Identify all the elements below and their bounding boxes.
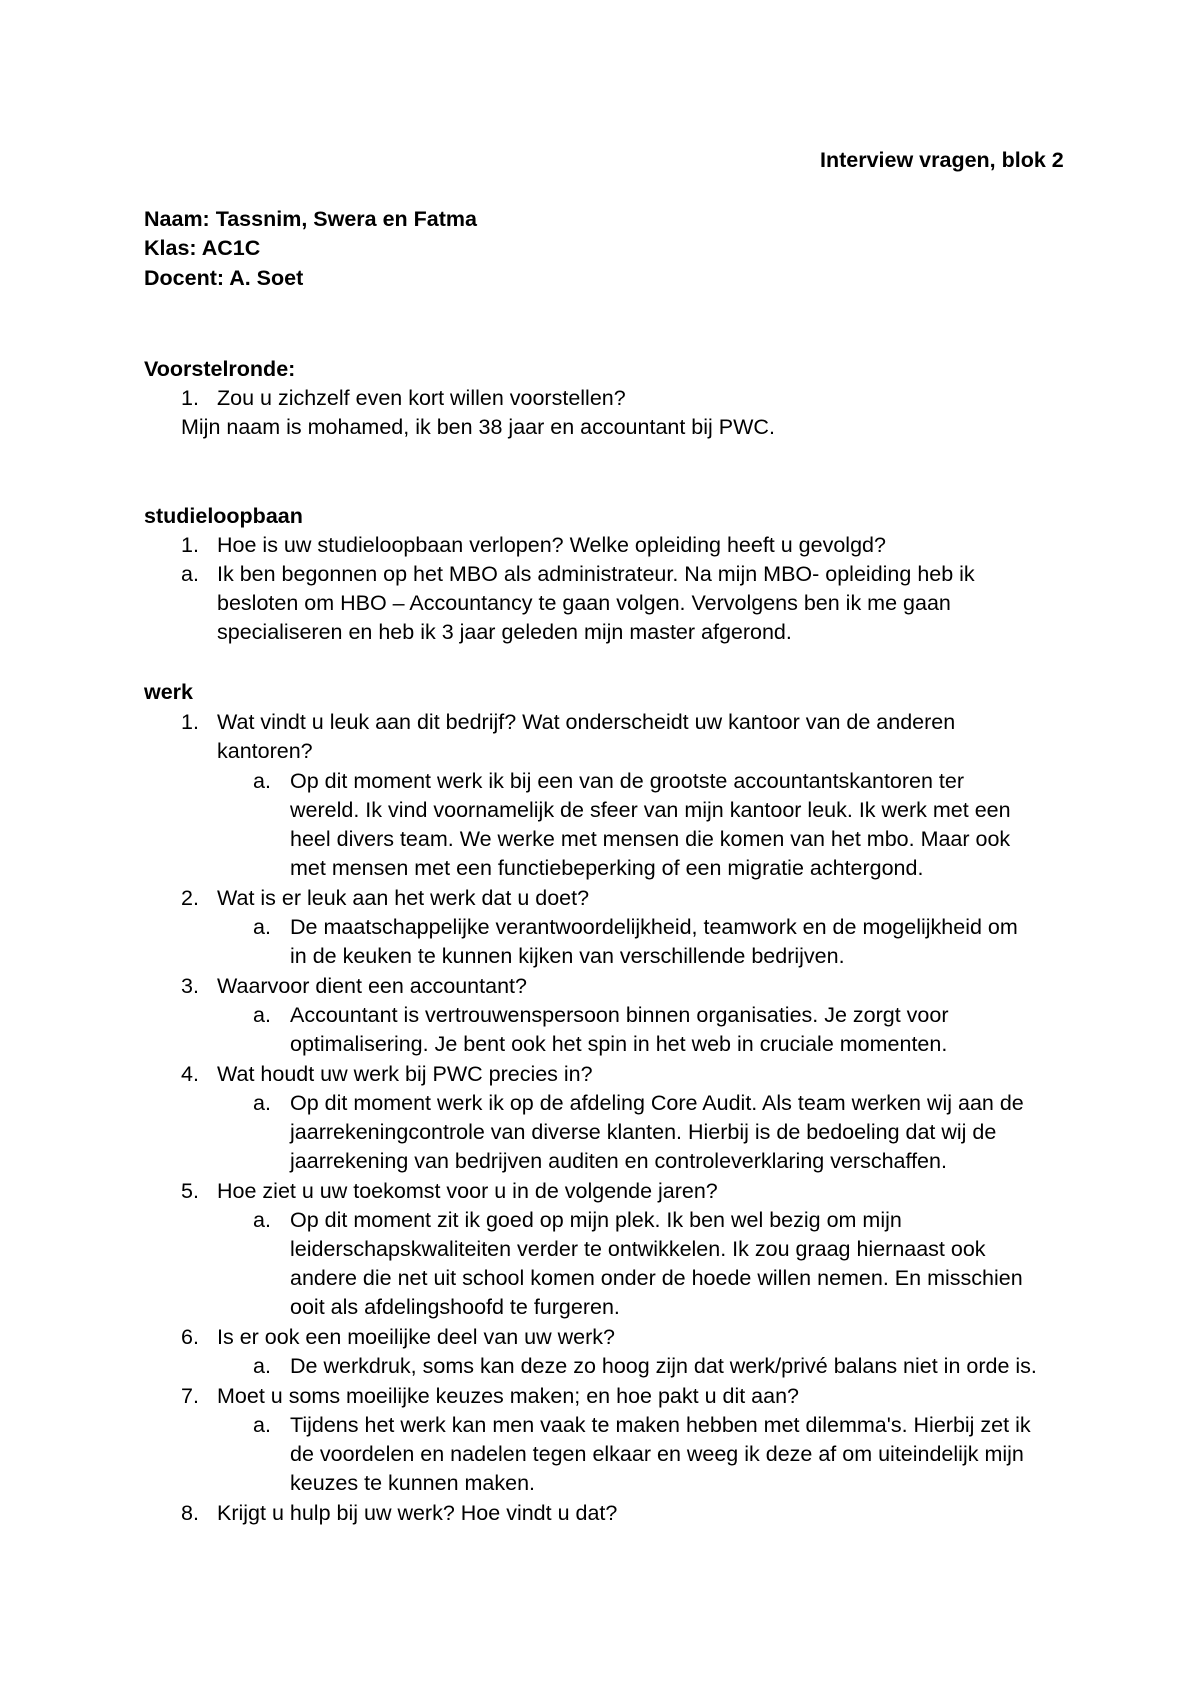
question-number: 5. — [181, 1179, 199, 1203]
answer-marker: a. — [253, 1003, 271, 1027]
question-text: kantoren? — [217, 739, 313, 763]
answer-line: Accountant is vertrouwenspersoon binnen organisaties. Je zorgt voor — [290, 1003, 949, 1027]
answer-line: Op dit moment zit ik goed op mijn plek. Ik ben wel bezig om mijn — [290, 1208, 902, 1232]
question-text: Wat vindt u leuk aan dit bedrijf? Wat onderscheidt uw kantoor van de anderen — [217, 710, 956, 734]
question-number: 1. — [181, 710, 199, 734]
question-number: 8. — [181, 1501, 199, 1525]
names-line: Naam: Tassnim, Swera en Fatma — [144, 207, 477, 231]
answer-line: Op dit moment werk ik op de afdeling Core Audit. Als team werken wij aan de — [290, 1091, 1024, 1115]
answer-line: in de keuken te kunnen kijken van verschillende bedrijven. — [290, 944, 845, 968]
answer-line: andere die net uit school komen onder de hoede willen nemen. En misschien — [290, 1266, 1023, 1290]
question-text: Hoe is uw studieloopbaan verlopen? Welke opleiding heeft u gevolgd? — [217, 533, 886, 557]
answer-line: Op dit moment werk ik bij een van de grootste accountantskantoren ter — [290, 769, 965, 793]
answer-line: Tijdens het werk kan men vaak te maken hebben met dilemma's. Hierbij zet ik — [290, 1413, 1031, 1437]
section-heading-studieloopbaan: studieloopbaan — [144, 504, 303, 528]
question-number: 4. — [181, 1062, 199, 1086]
answer-line: de voordelen en nadelen tegen elkaar en weeg ik deze af om uiteindelijk mijn — [290, 1442, 1024, 1466]
section-heading-werk: werk — [144, 680, 194, 704]
question-number: 7. — [181, 1384, 199, 1408]
answer-marker: a. — [253, 769, 271, 793]
answer-line: leiderschapskwaliteiten verder te ontwikkelen. Ik zou graag hiernaast ook — [290, 1237, 986, 1261]
answer-line: jaarrekening van bedrijven auditen en controleverklaring verschaffen. — [290, 1149, 947, 1173]
answer-text: Mijn naam is mohamed, ik ben 38 jaar en accountant bij PWC. — [181, 415, 775, 439]
question-text: Moet u soms moeilijke keuzes maken; en hoe pakt u dit aan? — [217, 1384, 800, 1408]
answer-marker: a. — [181, 562, 199, 586]
answer-line: Ik ben begonnen op het MBO als administrateur. Na mijn MBO- opleiding heb ik — [217, 562, 975, 586]
answer-line: jaarrekeningcontrole van diverse klanten. Hierbij is de bedoeling dat wij de — [290, 1120, 997, 1144]
question-text: Krijgt u hulp bij uw werk? Hoe vindt u dat? — [217, 1501, 618, 1525]
answer-marker: a. — [253, 915, 271, 939]
question-text: Is er ook een moeilijke deel van uw werk? — [217, 1325, 615, 1349]
question-number: 2. — [181, 886, 199, 910]
section-heading-voorstelronde: Voorstelronde: — [144, 357, 296, 381]
question-text: Wat houdt uw werk bij PWC precies in? — [217, 1062, 593, 1086]
answer-marker: a. — [253, 1413, 271, 1437]
question-number: 6. — [181, 1325, 199, 1349]
question-number: 3. — [181, 974, 199, 998]
question-text: Waarvoor dient een accountant? — [217, 974, 527, 998]
question-text: Wat is er leuk aan het werk dat u doet? — [217, 886, 590, 910]
answer-line: heel divers team. We werke met mensen die komen van het mbo. Maar ook — [290, 827, 1011, 851]
answer-marker: a. — [253, 1208, 271, 1232]
answer-line: wereld. Ik vind voornamelijk de sfeer van mijn kantoor leuk. Ik werk met een — [290, 798, 1011, 822]
answer-line: met mensen met een functiebeperking of een migratie achtergond. — [290, 856, 924, 880]
answer-line: optimalisering. Je bent ook het spin in het web in cruciale momenten. — [290, 1032, 948, 1056]
teacher-line: Docent: A. Soet — [144, 266, 304, 290]
answer-line: ooit als afdelingshoofd te furgeren. — [290, 1295, 620, 1319]
class-line: Klas: AC1C — [144, 236, 261, 260]
answer-line: specialiseren en heb ik 3 jaar geleden mijn master afgerond. — [217, 620, 792, 644]
answer-line: De werkdruk, soms kan deze zo hoog zijn dat werk/privé balans niet in orde is. — [290, 1354, 1037, 1378]
question-number: 1. — [181, 533, 199, 557]
document-title: Interview vragen, blok 2 — [820, 148, 1064, 172]
answer-marker: a. — [253, 1354, 271, 1378]
answer-line: besloten om HBO – Accountancy te gaan volgen. Vervolgens ben ik me gaan — [217, 591, 951, 615]
answer-line: keuzes te kunnen maken. — [290, 1471, 536, 1495]
answer-marker: a. — [253, 1091, 271, 1115]
question-text: Zou u zichzelf even kort willen voorstellen? — [217, 386, 626, 410]
answer-line: De maatschappelijke verantwoordelijkheid, teamwork en de mogelijkheid om — [290, 915, 1018, 939]
question-number: 1. — [181, 386, 199, 410]
question-text: Hoe ziet u uw toekomst voor u in de volgende jaren? — [217, 1179, 718, 1203]
